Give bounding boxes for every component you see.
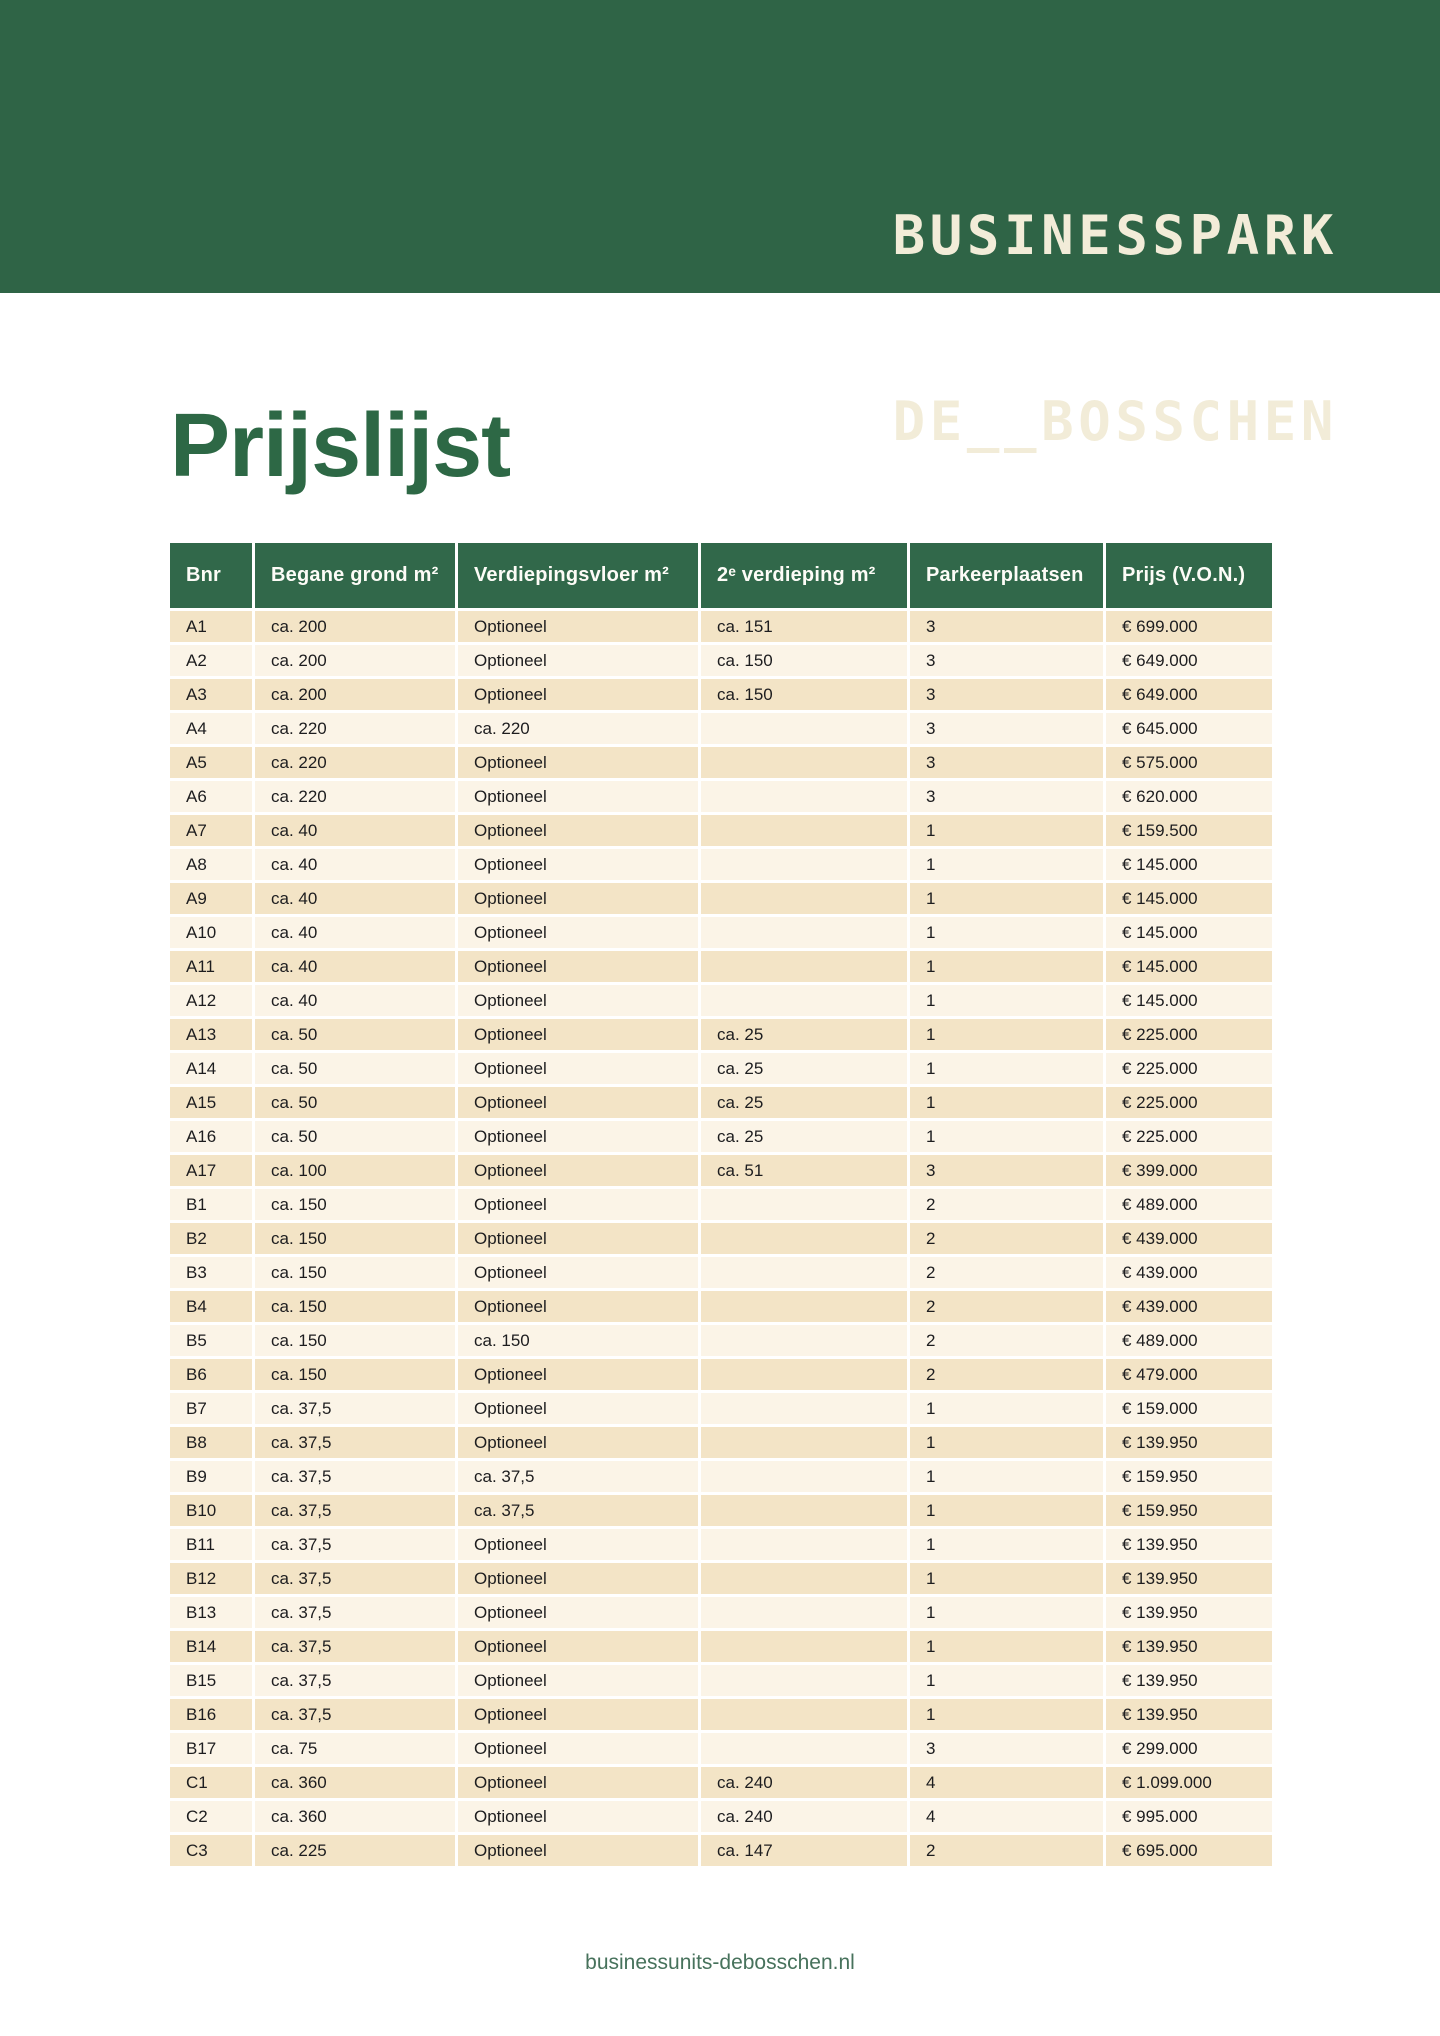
table-cell: 1 <box>910 1121 1103 1152</box>
table-cell: ca. 37,5 <box>255 1665 455 1696</box>
table-cell <box>701 1291 907 1322</box>
table-cell: € 139.950 <box>1106 1665 1272 1696</box>
table-row-B10 <box>170 1495 1272 1526</box>
table-cell: € 645.000 <box>1106 713 1272 744</box>
table-cell: € 159.500 <box>1106 815 1272 846</box>
table-cell: 1 <box>910 1597 1103 1628</box>
table-cell: ca. 51 <box>701 1155 907 1186</box>
table-cell: Optioneel <box>458 1257 698 1288</box>
table-row-A3 <box>170 679 1272 710</box>
table-cell: ca. 50 <box>255 1087 455 1118</box>
table-cell: € 439.000 <box>1106 1257 1272 1288</box>
table-cell: € 145.000 <box>1106 883 1272 914</box>
table-cell: B14 <box>170 1631 252 1662</box>
table-cell: 3 <box>910 679 1103 710</box>
table-cell: Optioneel <box>458 1087 698 1118</box>
table-cell: ca. 40 <box>255 849 455 880</box>
table-cell: ca. 37,5 <box>255 1631 455 1662</box>
table-row-B6 <box>170 1359 1272 1390</box>
table-cell <box>701 985 907 1016</box>
table-cell: € 139.950 <box>1106 1563 1272 1594</box>
column-header-0: Bnr <box>170 543 252 608</box>
table-row-B13 <box>170 1597 1272 1628</box>
table-row-A6 <box>170 781 1272 812</box>
table-cell: € 139.950 <box>1106 1597 1272 1628</box>
table-cell: A2 <box>170 645 252 676</box>
table-cell: 3 <box>910 611 1103 642</box>
table-cell <box>701 1393 907 1424</box>
table-cell: B2 <box>170 1223 252 1254</box>
table-cell: A7 <box>170 815 252 846</box>
table-cell: 4 <box>910 1767 1103 1798</box>
table-cell: B11 <box>170 1529 252 1560</box>
table-row-C2 <box>170 1801 1272 1832</box>
table-cell: A8 <box>170 849 252 880</box>
table-row-B17 <box>170 1733 1272 1764</box>
table-cell: ca. 360 <box>255 1767 455 1798</box>
table-cell: 2 <box>910 1223 1103 1254</box>
table-row-A1 <box>170 611 1272 642</box>
table-cell: € 299.000 <box>1106 1733 1272 1764</box>
table-cell: € 145.000 <box>1106 985 1272 1016</box>
table-cell: ca. 37,5 <box>255 1393 455 1424</box>
table-cell: 3 <box>910 645 1103 676</box>
table-cell: 1 <box>910 1053 1103 1084</box>
table-row-B12 <box>170 1563 1272 1594</box>
table-cell: ca. 37,5 <box>255 1699 455 1730</box>
table-row-B15 <box>170 1665 1272 1696</box>
table-cell: 1 <box>910 849 1103 880</box>
table-cell: A3 <box>170 679 252 710</box>
table-row-A8 <box>170 849 1272 880</box>
table-cell: € 145.000 <box>1106 849 1272 880</box>
table-cell: B9 <box>170 1461 252 1492</box>
table-cell: 1 <box>910 1495 1103 1526</box>
table-cell: ca. 25 <box>701 1087 907 1118</box>
table-cell: B4 <box>170 1291 252 1322</box>
table-cell: 1 <box>910 1393 1103 1424</box>
table-cell: € 995.000 <box>1106 1801 1272 1832</box>
table-cell <box>701 1495 907 1526</box>
table-cell: 1 <box>910 951 1103 982</box>
table-row-B16 <box>170 1699 1272 1730</box>
table-cell <box>701 1257 907 1288</box>
table-cell: € 139.950 <box>1106 1699 1272 1730</box>
table-cell: A1 <box>170 611 252 642</box>
table-row-B11 <box>170 1529 1272 1560</box>
price-table <box>170 543 1272 1866</box>
table-cell: € 139.950 <box>1106 1529 1272 1560</box>
table-cell: Optioneel <box>458 1393 698 1424</box>
table-cell: 1 <box>910 1529 1103 1560</box>
table-cell: ca. 150 <box>255 1291 455 1322</box>
table-cell: Optioneel <box>458 1835 698 1866</box>
table-cell <box>701 1223 907 1254</box>
table-cell: € 489.000 <box>1106 1325 1272 1356</box>
table-cell: € 620.000 <box>1106 781 1272 812</box>
table-row-B7 <box>170 1393 1272 1424</box>
table-cell: 1 <box>910 815 1103 846</box>
table-cell <box>701 1461 907 1492</box>
table-cell: ca. 150 <box>701 679 907 710</box>
table-cell: ca. 200 <box>255 611 455 642</box>
table-cell: A5 <box>170 747 252 778</box>
table-cell: 1 <box>910 1665 1103 1696</box>
table-row-B1 <box>170 1189 1272 1220</box>
table-cell: 2 <box>910 1325 1103 1356</box>
table-cell: € 145.000 <box>1106 951 1272 982</box>
table-cell: Optioneel <box>458 1359 698 1390</box>
table-cell: Optioneel <box>458 611 698 642</box>
table-cell <box>701 1359 907 1390</box>
table-cell: 3 <box>910 747 1103 778</box>
table-cell <box>701 747 907 778</box>
table-row-B5 <box>170 1325 1272 1356</box>
brand-logo <box>893 81 1338 577</box>
table-row-B3 <box>170 1257 1272 1288</box>
table-cell: ca. 25 <box>701 1053 907 1084</box>
table-cell: ca. 150 <box>255 1359 455 1390</box>
table-row-A14 <box>170 1053 1272 1084</box>
table-cell: A13 <box>170 1019 252 1050</box>
table-cell: A14 <box>170 1053 252 1084</box>
table-cell: Optioneel <box>458 1597 698 1628</box>
table-cell: ca. 220 <box>458 713 698 744</box>
table-cell <box>701 1325 907 1356</box>
table-cell <box>701 951 907 982</box>
table-cell: ca. 150 <box>255 1189 455 1220</box>
table-cell: A12 <box>170 985 252 1016</box>
table-cell: € 225.000 <box>1106 1053 1272 1084</box>
table-cell: ca. 220 <box>255 781 455 812</box>
table-cell: € 439.000 <box>1106 1223 1272 1254</box>
table-cell: A6 <box>170 781 252 812</box>
table-cell: A17 <box>170 1155 252 1186</box>
table-cell <box>701 1733 907 1764</box>
table-cell: 1 <box>910 1087 1103 1118</box>
table-cell: ca. 40 <box>255 917 455 948</box>
table-cell: 2 <box>910 1291 1103 1322</box>
column-header-1: Begane grond m² <box>255 543 455 608</box>
table-cell: Optioneel <box>458 1427 698 1458</box>
table-cell: € 159.950 <box>1106 1461 1272 1492</box>
table-cell: 3 <box>910 1733 1103 1764</box>
table-cell <box>701 1699 907 1730</box>
table-cell: B8 <box>170 1427 252 1458</box>
table-cell <box>701 1189 907 1220</box>
table-cell: 1 <box>910 1631 1103 1662</box>
table-cell: Optioneel <box>458 1665 698 1696</box>
table-row-A9 <box>170 883 1272 914</box>
table-row-A5 <box>170 747 1272 778</box>
table-cell: 3 <box>910 713 1103 744</box>
table-cell: € 439.000 <box>1106 1291 1272 1322</box>
table-cell: 1 <box>910 1563 1103 1594</box>
table-cell: € 225.000 <box>1106 1087 1272 1118</box>
table-cell <box>701 1427 907 1458</box>
table-cell: B17 <box>170 1733 252 1764</box>
table-cell: € 489.000 <box>1106 1189 1272 1220</box>
table-cell: B13 <box>170 1597 252 1628</box>
table-cell: B10 <box>170 1495 252 1526</box>
table-cell: Optioneel <box>458 747 698 778</box>
table-cell: 2 <box>910 1189 1103 1220</box>
table-cell: A10 <box>170 917 252 948</box>
table-cell: ca. 150 <box>255 1223 455 1254</box>
table-cell: ca. 200 <box>255 679 455 710</box>
table-cell: Optioneel <box>458 645 698 676</box>
table-cell: A4 <box>170 713 252 744</box>
page-title: Prijslijst <box>170 396 511 496</box>
table-cell: ca. 25 <box>701 1019 907 1050</box>
table-row-A13 <box>170 1019 1272 1050</box>
table-cell: A16 <box>170 1121 252 1152</box>
table-cell: Optioneel <box>458 815 698 846</box>
table-cell: Optioneel <box>458 1699 698 1730</box>
table-row-A17 <box>170 1155 1272 1186</box>
table-cell: B1 <box>170 1189 252 1220</box>
table-cell <box>701 883 907 914</box>
table-cell: A15 <box>170 1087 252 1118</box>
column-header-3: 2ᵉ verdieping m² <box>701 543 907 608</box>
table-cell: € 159.000 <box>1106 1393 1272 1424</box>
table-cell <box>701 1631 907 1662</box>
page-footer <box>0 1951 1440 1975</box>
table-cell: ca. 150 <box>255 1325 455 1356</box>
table-cell <box>701 1597 907 1628</box>
table-cell: B5 <box>170 1325 252 1356</box>
table-cell: Optioneel <box>458 679 698 710</box>
table-cell: ca. 37,5 <box>255 1495 455 1526</box>
table-row-A7 <box>170 815 1272 846</box>
table-cell: ca. 37,5 <box>255 1563 455 1594</box>
table-cell: Optioneel <box>458 883 698 914</box>
table-cell: ca. 40 <box>255 985 455 1016</box>
table-cell: B6 <box>170 1359 252 1390</box>
table-cell: ca. 240 <box>701 1801 907 1832</box>
table-cell: 1 <box>910 1699 1103 1730</box>
table-cell: € 225.000 <box>1106 1019 1272 1050</box>
table-cell: B12 <box>170 1563 252 1594</box>
table-cell <box>701 815 907 846</box>
table-header-row <box>170 543 1272 608</box>
table-cell: Optioneel <box>458 1801 698 1832</box>
table-cell: 1 <box>910 1019 1103 1050</box>
table-cell <box>701 781 907 812</box>
table-row-A15 <box>170 1087 1272 1118</box>
table-cell: 2 <box>910 1359 1103 1390</box>
table-cell: B15 <box>170 1665 252 1696</box>
table-cell <box>701 849 907 880</box>
table-cell: Optioneel <box>458 1291 698 1322</box>
table-cell: ca. 100 <box>255 1155 455 1186</box>
table-cell: Optioneel <box>458 781 698 812</box>
table-cell: € 399.000 <box>1106 1155 1272 1186</box>
table-cell: € 649.000 <box>1106 645 1272 676</box>
table-row-A11 <box>170 951 1272 982</box>
table-cell: ca. 50 <box>255 1121 455 1152</box>
table-cell: 2 <box>910 1257 1103 1288</box>
table-cell: 3 <box>910 1155 1103 1186</box>
website-link[interactable]: businessunits-debosschen.nl <box>585 1951 855 1974</box>
table-cell: ca. 220 <box>255 713 455 744</box>
table-cell: Optioneel <box>458 1223 698 1254</box>
table-cell: A9 <box>170 883 252 914</box>
table-cell: Optioneel <box>458 985 698 1016</box>
table-row-A10 <box>170 917 1272 948</box>
table-cell <box>701 1665 907 1696</box>
table-cell: 3 <box>910 781 1103 812</box>
table-cell: ca. 37,5 <box>458 1461 698 1492</box>
table-cell: C2 <box>170 1801 252 1832</box>
table-cell: 1 <box>910 883 1103 914</box>
table-cell <box>701 917 907 948</box>
table-cell: C1 <box>170 1767 252 1798</box>
table-cell: ca. 25 <box>701 1121 907 1152</box>
table-row-C3 <box>170 1835 1272 1866</box>
table-cell: ca. 37,5 <box>255 1597 455 1628</box>
table-row-B8 <box>170 1427 1272 1458</box>
table-cell: ca. 40 <box>255 883 455 914</box>
table-cell: Optioneel <box>458 1155 698 1186</box>
table-cell: 2 <box>910 1835 1103 1866</box>
table-cell: Optioneel <box>458 1019 698 1050</box>
table-cell: ca. 360 <box>255 1801 455 1832</box>
table-cell: B16 <box>170 1699 252 1730</box>
table-cell: Optioneel <box>458 917 698 948</box>
table-cell <box>701 1563 907 1594</box>
table-cell: Optioneel <box>458 849 698 880</box>
table-row-A2 <box>170 645 1272 676</box>
table-cell: ca. 147 <box>701 1835 907 1866</box>
table-cell: € 479.000 <box>1106 1359 1272 1390</box>
table-cell: A11 <box>170 951 252 982</box>
table-cell: 1 <box>910 1427 1103 1458</box>
column-header-5: Prijs (V.O.N.) <box>1106 543 1272 608</box>
table-row-A12 <box>170 985 1272 1016</box>
table-body <box>170 611 1272 1866</box>
column-header-2: Verdiepingsvloer m² <box>458 543 698 608</box>
table-cell <box>701 1529 907 1560</box>
table-cell: ca. 50 <box>255 1019 455 1050</box>
table-cell: € 699.000 <box>1106 611 1272 642</box>
table-cell: ca. 37,5 <box>255 1461 455 1492</box>
table-cell: € 695.000 <box>1106 1835 1272 1866</box>
table-cell: € 139.950 <box>1106 1427 1272 1458</box>
table-cell: ca. 150 <box>701 645 907 676</box>
table-cell: ca. 220 <box>255 747 455 778</box>
table-cell: ca. 40 <box>255 815 455 846</box>
table-cell: ca. 37,5 <box>458 1495 698 1526</box>
table-row-A16 <box>170 1121 1272 1152</box>
table-cell: 1 <box>910 917 1103 948</box>
table-cell: ca. 150 <box>255 1257 455 1288</box>
table-cell: € 159.950 <box>1106 1495 1272 1526</box>
table-cell: ca. 50 <box>255 1053 455 1084</box>
table-cell: ca. 200 <box>255 645 455 676</box>
table-cell: ca. 75 <box>255 1733 455 1764</box>
table-cell: Optioneel <box>458 1053 698 1084</box>
table-cell: Optioneel <box>458 1563 698 1594</box>
table-cell: Optioneel <box>458 1631 698 1662</box>
table-cell: ca. 37,5 <box>255 1427 455 1458</box>
table-row-B2 <box>170 1223 1272 1254</box>
table-cell: Optioneel <box>458 1529 698 1560</box>
table-cell: ca. 151 <box>701 611 907 642</box>
table-cell: € 649.000 <box>1106 679 1272 710</box>
column-header-4: Parkeerplaatsen <box>910 543 1103 608</box>
table-cell: 1 <box>910 985 1103 1016</box>
table-cell: € 1.099.000 <box>1106 1767 1272 1798</box>
table-cell: € 575.000 <box>1106 747 1272 778</box>
table-cell: Optioneel <box>458 951 698 982</box>
table-cell: 1 <box>910 1461 1103 1492</box>
table-cell: ca. 150 <box>458 1325 698 1356</box>
table-cell: C3 <box>170 1835 252 1866</box>
brand-logo-line1: BUSINESSPARK <box>892 204 1338 267</box>
table-row-C1 <box>170 1767 1272 1798</box>
table-row-A4 <box>170 713 1272 744</box>
table-cell: Optioneel <box>458 1767 698 1798</box>
table-cell <box>701 713 907 744</box>
table-cell: ca. 37,5 <box>255 1529 455 1560</box>
table-cell: € 225.000 <box>1106 1121 1272 1152</box>
table-cell: € 145.000 <box>1106 917 1272 948</box>
table-cell: Optioneel <box>458 1121 698 1152</box>
table-cell: B3 <box>170 1257 252 1288</box>
table-cell: ca. 40 <box>255 951 455 982</box>
table-cell: ca. 240 <box>701 1767 907 1798</box>
table-cell: B7 <box>170 1393 252 1424</box>
table-cell: 4 <box>910 1801 1103 1832</box>
table-cell: € 139.950 <box>1106 1631 1272 1662</box>
table-cell: ca. 225 <box>255 1835 455 1866</box>
table-row-B4 <box>170 1291 1272 1322</box>
table-row-B9 <box>170 1461 1272 1492</box>
table-cell: Optioneel <box>458 1189 698 1220</box>
table-cell: Optioneel <box>458 1733 698 1764</box>
table-row-B14 <box>170 1631 1272 1662</box>
brand-logo-line2: DE__BOSSCHEN <box>892 390 1338 453</box>
